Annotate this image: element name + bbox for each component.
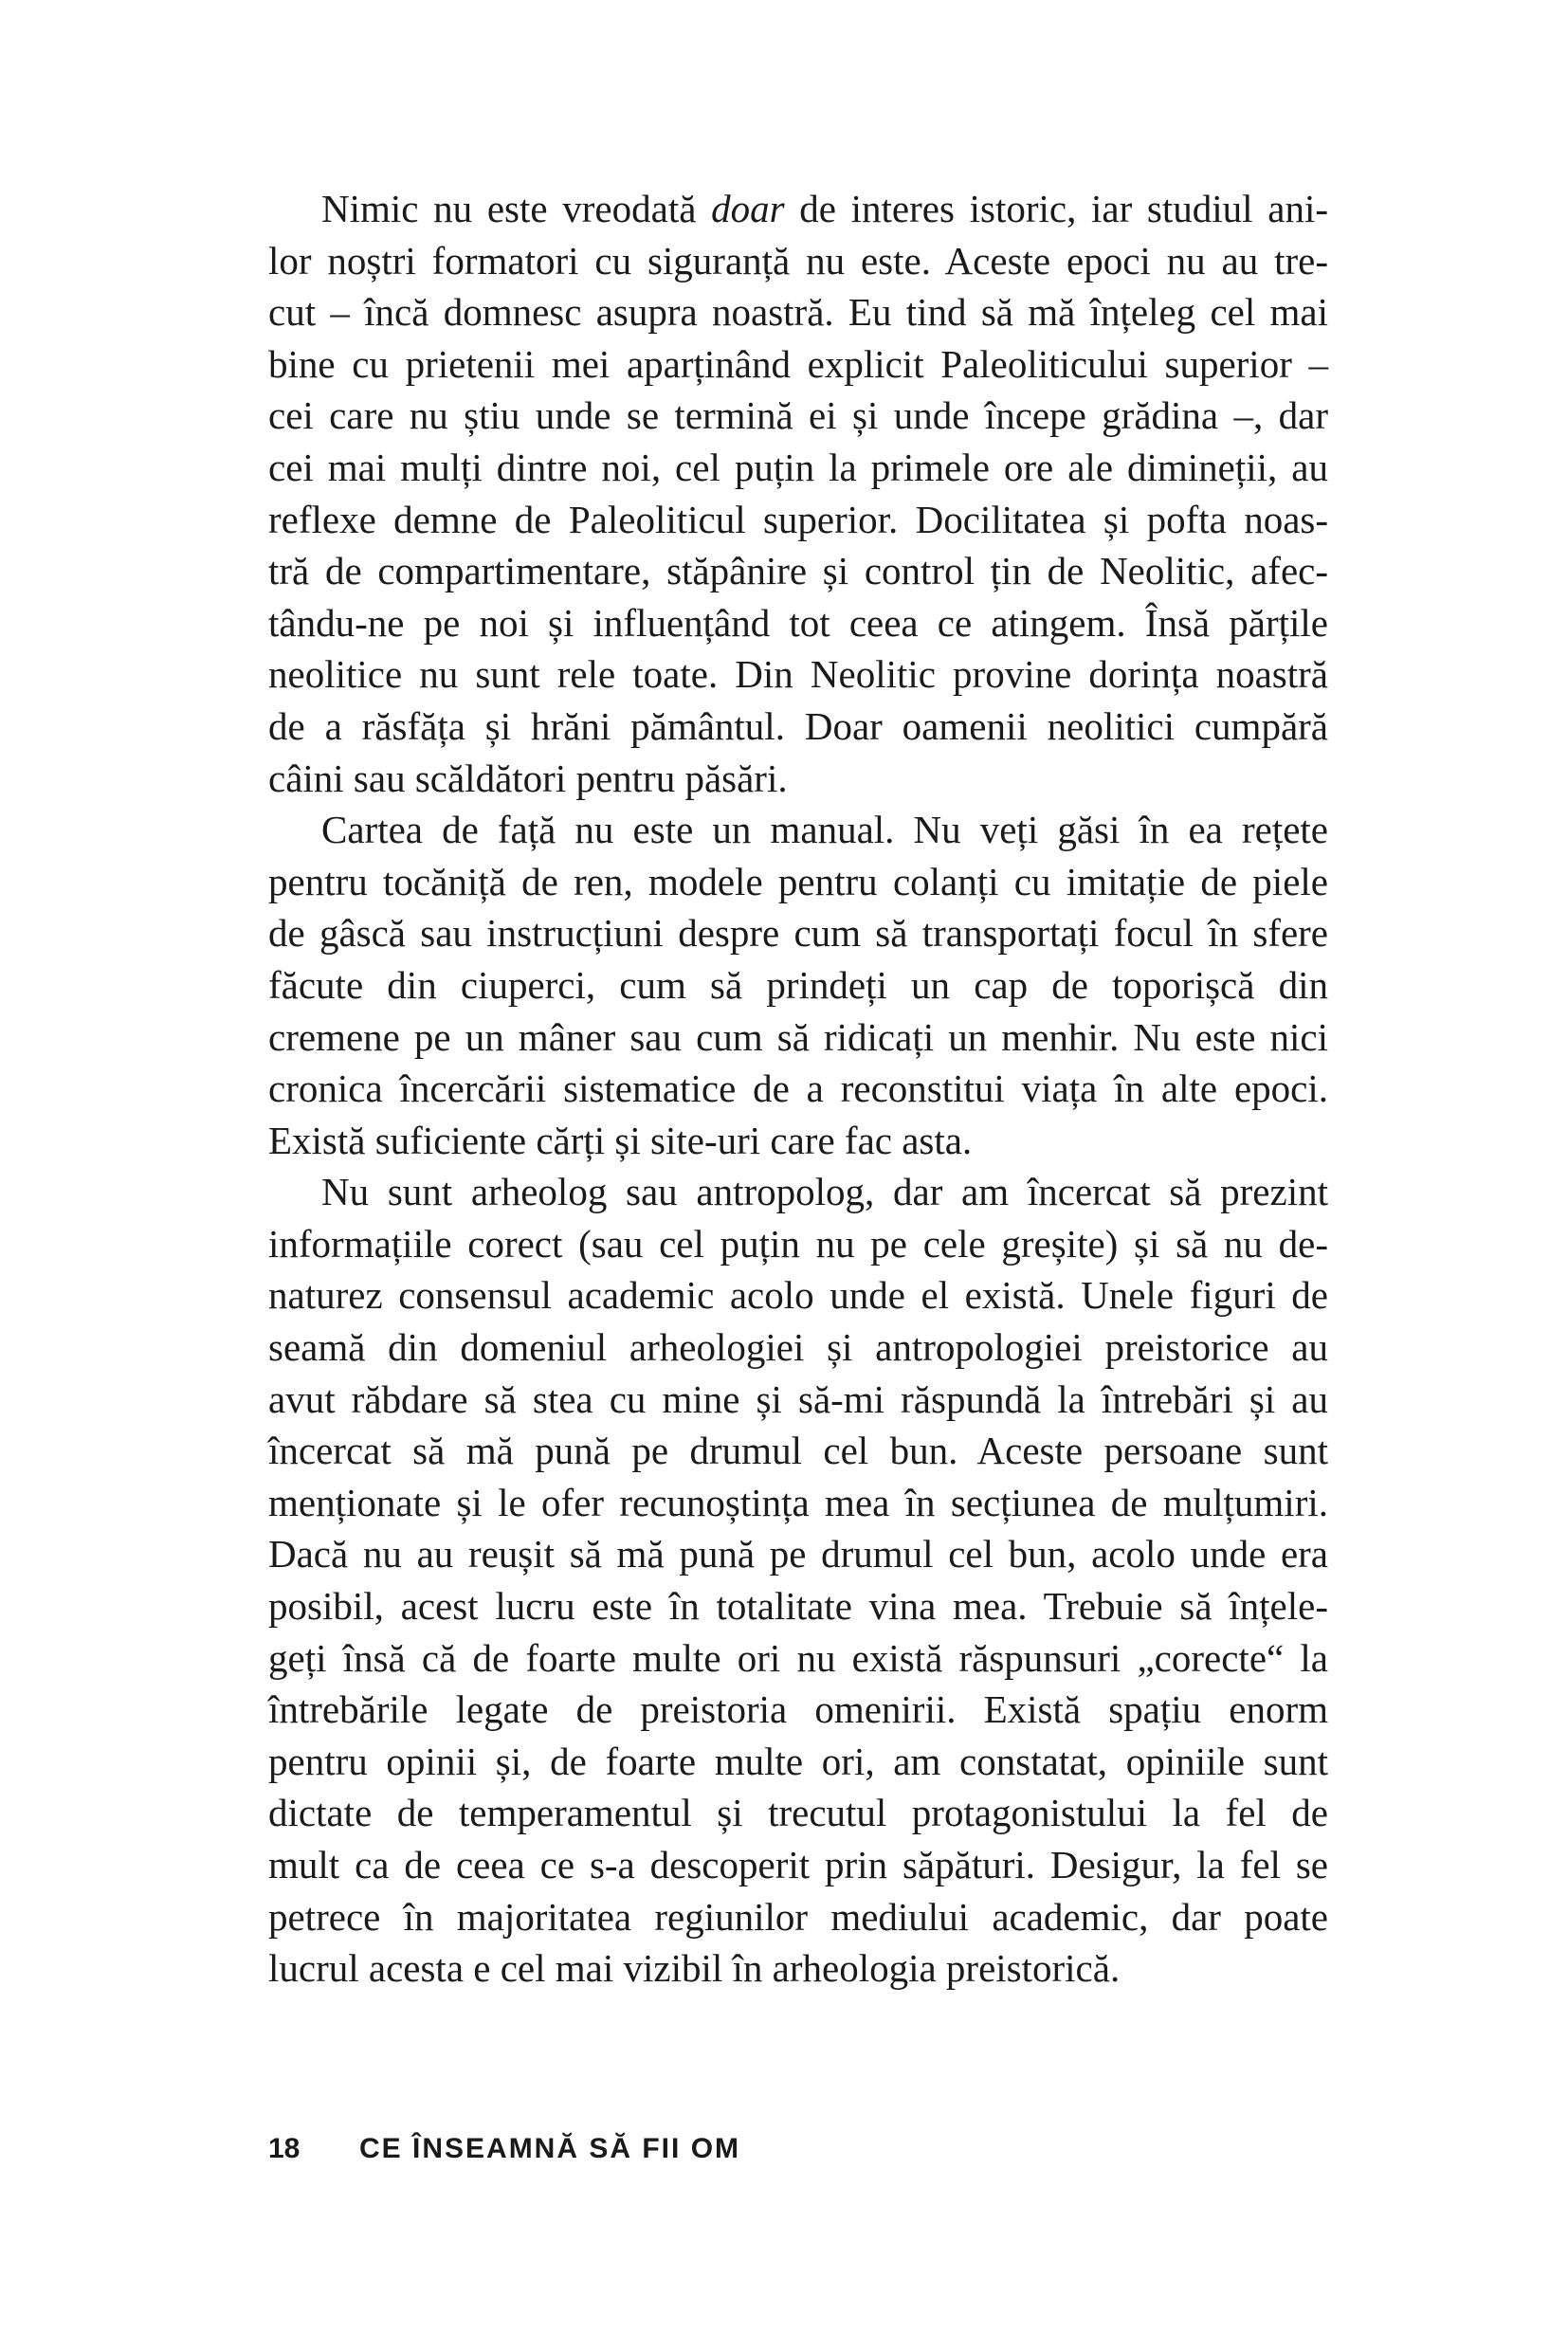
line-text: Există suficiente cărți și site-uri care fac asta.: [268, 1118, 973, 1162]
text-line: [268, 804, 1328, 856]
line-text: mult ca de ceea ce s-a descoperit prin săpături. Desigur, la fel se: [268, 1843, 1328, 1886]
line-text: menționate și le ofer recunoștința mea în secțiunea de mulțumiri.: [268, 1480, 1328, 1524]
line-text: tră de compartimentare, stăpânire și control țin de Neolitic, afec-: [268, 549, 1328, 593]
line-text: pentru tocăniță de ren, modele pentru colanți cu imitație de piele: [268, 859, 1328, 903]
text-line: [268, 1787, 1328, 1839]
line-text: avut răbdare să stea cu mine și să-mi răspundă la întrebări și au: [268, 1376, 1328, 1421]
text-line: [268, 545, 1328, 597]
text-line: [268, 597, 1328, 649]
line-text: pentru opinii și, de foarte multe ori, am constatat, opiniile sunt: [268, 1739, 1328, 1783]
line-text: Nimic nu este vreodată: [321, 187, 712, 230]
body-text: [268, 183, 1328, 1995]
text-line: [268, 286, 1328, 338]
text-line: [268, 1528, 1328, 1580]
line-text: seamă din domeniul arheologiei și antropologiei preistorice au: [268, 1325, 1328, 1370]
line-text: cei care nu știu unde se termină ei și unde începe grădina –, dar: [268, 393, 1328, 438]
line-text: geți însă că de foarte multe ori nu există răspunsuri „corecte“ la: [268, 1635, 1328, 1680]
text-line: [268, 1011, 1328, 1064]
text-line: [268, 1063, 1328, 1115]
text-line: [268, 494, 1328, 546]
line-text: reflexe demne de Paleoliticul superior. Docilitatea și pofta noas-: [268, 497, 1328, 541]
line-text: cei mai mulți dintre noi, cel puțin la primele ore ale dimineții, au: [268, 445, 1328, 489]
running-title: CE ÎNSEAMNĂ SĂ FII OM: [359, 2133, 741, 2164]
line-text: de interes istoric, iar studiul ani-: [784, 187, 1328, 230]
line-text: informațiile corect (sau cel puțin nu pe cele greșite) și să nu de-: [268, 1221, 1328, 1266]
text-line: [268, 1321, 1328, 1374]
text-line: [268, 1269, 1328, 1321]
line-text: de a răsfăța și hrăni pământul. Doar oamenii neolitici cumpără: [268, 703, 1328, 748]
text-line: [268, 856, 1328, 908]
line-text: cronica încercării sistematice de a reconstitui viața în alte epoci.: [268, 1066, 1328, 1111]
text-line: [268, 1477, 1328, 1529]
text-line: [268, 959, 1328, 1011]
line-text: bine cu prietenii mei aparținând explicit Paleoliticului superior –: [268, 341, 1328, 386]
text-line: [268, 183, 1328, 235]
page-footer: [268, 2133, 740, 2165]
line-text: naturez consensul academic acolo unde el există. Unele figuri de: [268, 1273, 1328, 1318]
line-text: încercat să mă pună pe drumul cel bun. Aceste persoane sunt: [268, 1429, 1328, 1473]
line-text: petrece în majoritatea regiunilor mediului academic, dar poate: [268, 1894, 1328, 1939]
line-text: lor noștri formatori cu siguranță nu este. Aceste epoci nu au tre-: [268, 238, 1328, 282]
text-line: [268, 1942, 1328, 1995]
emphasized-word: doar: [711, 187, 785, 230]
text-line: [268, 338, 1328, 391]
line-text: câini sau scăldători pentru păsări.: [268, 756, 788, 800]
line-text: posibil, acest lucru este în totalitate vina mea. Trebuie să înțele-: [268, 1584, 1328, 1629]
paragraph: [268, 1166, 1328, 1995]
text-line: [268, 1374, 1328, 1426]
text-line: [268, 442, 1328, 494]
text-line: [268, 1736, 1328, 1788]
line-text: cremene pe un mâner sau cum să ridicați un menhir. Nu este nici: [268, 1014, 1328, 1059]
line-text: întrebările legate de preistoria omenirii. Există spațiu enorm: [268, 1687, 1328, 1732]
line-text: Nu sunt arheolog sau antropolog, dar am încercat să prezint: [321, 1170, 1328, 1214]
text-line: [268, 1580, 1328, 1632]
paragraph: [268, 183, 1328, 804]
text-line: [268, 1684, 1328, 1736]
text-line: [268, 907, 1328, 959]
text-line: [268, 1166, 1328, 1218]
text-line: [268, 1115, 1328, 1167]
line-text: dictate de temperamentul și trecutul protagonistului la fel de: [268, 1791, 1328, 1835]
text-line: [268, 235, 1328, 287]
line-text: făcute din ciuperci, cum să prindeți un cap de toporișcă din: [268, 962, 1328, 1007]
line-text: lucrul acesta e cel mai vizibil în arheologia preistorică.: [268, 1946, 1121, 1991]
line-text: tându-ne pe noi și influențând tot ceea ce atingem. Însă părțile: [268, 600, 1328, 645]
paragraph: [268, 804, 1328, 1166]
line-text: cut – încă domnesc asupra noastră. Eu tind să mă înțeleg cel mai: [268, 290, 1328, 335]
text-line: [268, 753, 1328, 805]
line-text: Cartea de față nu este un manual. Nu veți găsi în ea rețete: [321, 808, 1328, 852]
text-line: [268, 648, 1328, 701]
text-line: [268, 390, 1328, 442]
text-line: [268, 1839, 1328, 1891]
text-line: [268, 1632, 1328, 1685]
page-number: 18: [268, 2133, 301, 2164]
text-line: [268, 1218, 1328, 1270]
line-text: de gâscă sau instrucțiuni despre cum să transportați focul în sfere: [268, 911, 1328, 956]
text-line: [268, 1425, 1328, 1477]
text-line: [268, 701, 1328, 753]
text-line: [268, 1891, 1328, 1943]
line-text: neolitice nu sunt rele toate. Din Neolitic provine dorința noastră: [268, 652, 1328, 697]
line-text: Dacă nu au reușit să mă pună pe drumul cel bun, acolo unde era: [268, 1532, 1328, 1576]
